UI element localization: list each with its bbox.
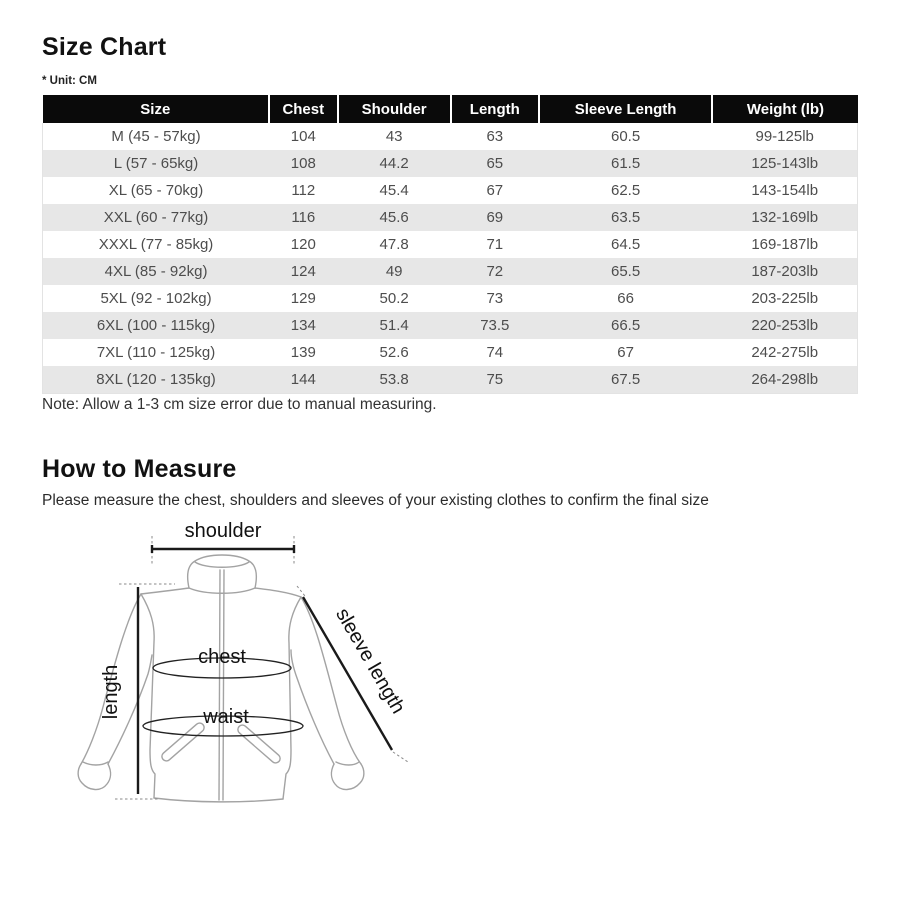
column-header: Sleeve Length <box>539 95 713 123</box>
column-header: Shoulder <box>338 95 451 123</box>
column-header: Chest <box>269 95 337 123</box>
table-cell: 108 <box>290 155 316 172</box>
table-cell: 169-187lb <box>712 231 857 258</box>
table-cell: 43 <box>385 128 403 145</box>
table-cell: 63 <box>486 128 504 145</box>
table-cell: 71 <box>486 236 504 253</box>
table-cell: XL (65 - 70kg) <box>43 177 270 204</box>
table-cell: 66.5 <box>611 317 641 334</box>
table-cell: 51.4 <box>379 317 409 334</box>
table-row <box>43 123 858 150</box>
table-cell: 49 <box>385 263 403 280</box>
table-cell: 62.5 <box>611 182 641 199</box>
size-table-head-row <box>43 95 858 123</box>
table-cell: 69 <box>486 209 504 226</box>
table-cell: 112 <box>291 182 316 199</box>
chest-label: chest <box>198 646 246 668</box>
table-cell: 104 <box>290 128 316 145</box>
size-chart-title: Size Chart <box>42 33 167 61</box>
table-cell: 50.2 <box>379 290 409 307</box>
table-cell: 129 <box>290 290 316 307</box>
table-cell: 99-125lb <box>712 123 857 150</box>
table-cell: 67.5 <box>539 366 713 394</box>
table-cell: 125-143lb <box>712 150 857 177</box>
size-table <box>42 95 858 394</box>
table-row <box>43 312 858 339</box>
table-cell: 116 <box>291 209 316 226</box>
table-row <box>43 150 858 177</box>
table-cell: 61.5 <box>611 155 641 172</box>
table-cell: 6XL (100 - 115kg) <box>43 312 270 339</box>
table-cell: 220-253lb <box>712 312 857 339</box>
table-cell: 44.2 <box>379 155 409 172</box>
table-row <box>43 231 858 258</box>
how-to-measure-subtitle: Please measure the chest, shoulders and sleeves of your existing clothes to confirm the final size <box>42 492 709 509</box>
table-cell: 132-169lb <box>712 204 857 231</box>
size-table-header <box>43 95 858 123</box>
table-cell: 45.4 <box>379 182 409 199</box>
how-to-measure-title: How to Measure <box>42 455 237 483</box>
table-cell: 139 <box>290 344 316 361</box>
column-header: Length <box>451 95 539 123</box>
unit-note: * Unit: CM <box>42 75 97 87</box>
table-row <box>43 177 858 204</box>
table-cell: 7XL (110 - 125kg) <box>43 339 270 366</box>
table-cell: 73.5 <box>480 317 510 334</box>
table-row <box>43 204 858 231</box>
table-cell: L (57 - 65kg) <box>43 150 270 177</box>
table-cell: M (45 - 57kg) <box>43 123 270 150</box>
table-row <box>43 285 858 312</box>
length-measure-line <box>115 584 175 799</box>
column-header: Weight (lb) <box>712 95 857 123</box>
table-cell: 143-154lb <box>712 177 857 204</box>
table-cell: 203-225lb <box>712 285 857 312</box>
table-cell: 60.5 <box>611 128 641 145</box>
measure-diagram <box>55 512 475 822</box>
table-cell: 72 <box>486 263 504 280</box>
table-cell: 63.5 <box>611 209 641 226</box>
column-header: Size <box>43 95 270 123</box>
table-cell: 120 <box>290 236 316 253</box>
table-cell: 65 <box>486 155 504 172</box>
shoulder-label: shoulder <box>184 520 262 542</box>
table-cell: 5XL (92 - 102kg) <box>43 285 270 312</box>
table-cell: 242-275lb <box>712 339 857 366</box>
table-cell: XXL (60 - 77kg) <box>43 204 270 231</box>
table-cell: 134 <box>290 317 316 334</box>
sleeve-length-label: sleeve length <box>331 604 410 718</box>
table-cell: 124 <box>290 263 316 280</box>
table-cell: 144 <box>269 366 337 394</box>
table-cell: 67 <box>617 344 634 361</box>
table-cell: 53.8 <box>338 366 451 394</box>
table-cell: 75 <box>451 366 539 394</box>
table-cell: 4XL (85 - 92kg) <box>43 258 270 285</box>
table-cell: 8XL (120 - 135kg) <box>43 366 270 394</box>
waist-label: waist <box>203 706 249 728</box>
size-table-body <box>43 123 858 394</box>
table-note: Note: Allow a 1-3 cm size error due to manual measuring. <box>42 396 437 413</box>
right-pocket-icon <box>236 723 282 765</box>
table-cell: 65.5 <box>611 263 641 280</box>
table-cell: 52.6 <box>379 344 409 361</box>
table-cell: 264-298lb <box>712 366 857 394</box>
length-label: length <box>100 664 122 720</box>
table-cell: XXXL (77 - 85kg) <box>43 231 270 258</box>
table-cell: 187-203lb <box>712 258 857 285</box>
table-cell: 67 <box>486 182 504 199</box>
table-cell: 73 <box>486 290 504 307</box>
left-pocket-icon <box>160 721 206 763</box>
table-cell: 64.5 <box>611 236 641 253</box>
table-row <box>43 339 858 366</box>
table-row <box>43 366 858 394</box>
table-cell: 66 <box>617 290 634 307</box>
table-cell: 47.8 <box>379 236 409 253</box>
table-cell: 74 <box>486 344 504 361</box>
table-cell: 45.6 <box>379 209 409 226</box>
table-row <box>43 258 858 285</box>
